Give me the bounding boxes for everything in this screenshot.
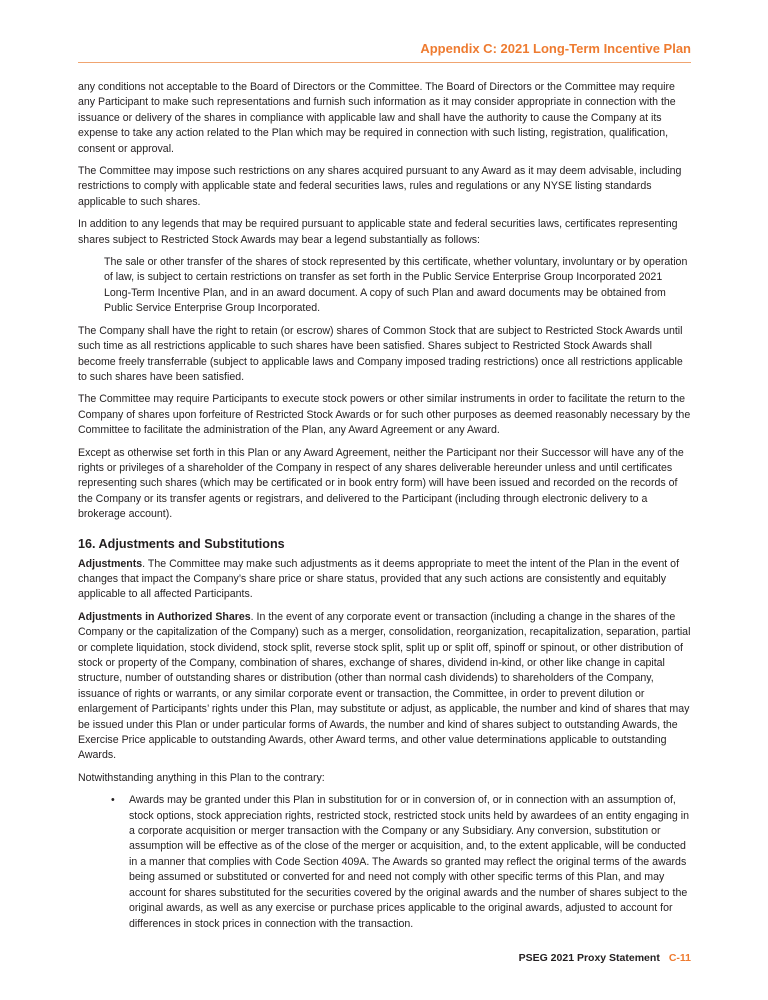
footer-publication: PSEG 2021 Proxy Statement [518,952,660,964]
paragraph-stock-powers: The Committee may require Participants to execute stock powers or other similar instruments in order to facilitate the return to the Company of shares upon forfeiture of Restricted Stock Awards or for such other purposes as deemed reasonably necessary by the Committee to facilitate the administration of the Plan, any Award Agreement or any Award. [78,393,691,437]
paragraph-authorized-shares [78,610,691,764]
adjustments-text: . The Committee may make such adjustments as it deems appropriate to meet the intent of the Plan in the event of changes that impact the Company’s share price or share status, provided that any such actions are consistently and equitably applicable to all affected Participants. [78,557,680,601]
list-item [78,793,691,932]
page-footer [519,951,691,965]
header-divider [78,62,691,63]
adjustments-label: Adjustments [78,557,143,570]
paragraph-adjustments [78,557,691,603]
bullet-icon: • [111,794,115,807]
paragraph-notwithstanding: Notwithstanding anything in this Plan to the contrary: [78,771,325,784]
authorized-shares-text: . In the event of any corporate event or transaction (including a change in the shares of the Company or the capitalization of the Company) such as a merger, consolidation, reorganization, recapitalization, separation, partial or complete liquidation, stock dividend, stock split, reverse stock split, split up or split off, spinoff or spinout, or other distribution of stock or property of the Company, combination of shares, exchange of shares, dividend in-kind, or other like change in capital structure, number of outstanding shares or distribution (other than normal cash dividends) to shareholders of the Company, issuance of rights or warrants, or any similar corporate event or transaction, the Committee, in order to prevent dilution or enlargement of Participants’ rights under this Plan, may substitute or adjust, as applicable, the number and kind of shares that may be issued under this Plan or under particular forms of Awards, the number and kind of shares subject to outstanding Awards, the Exercise Price applicable to outstanding Awards, other Award terms, and other value determinations applicable to outstanding Awards. [78,610,691,762]
page-number: C-11 [668,952,691,964]
paragraph-escrow: The Company shall have the right to retain (or escrow) shares of Common Stock that are subject to Restricted Stock Awards until such time as all restrictions applicable to such shares have been satisfied. Shares subject to Restricted Stock Awards shall become freely transferrable (subject to applicable laws and Company imposed trading restrictions) once all restrictions applicable to such shares have been satisfied. [78,324,683,383]
paragraph-legend-intro: In addition to any legends that may be required pursuant to applicable state and federal securities laws, certificates representing shares subject to Restricted Stock Awards may bear a legend substantially as follows: [78,218,678,246]
authorized-shares-label: Adjustments in Authorized Shares [78,610,251,623]
paragraph-listing-conditions: any conditions not acceptable to the Board of Directors or the Committee. The Board of Directors or the Committee may require any Participant to make such representations and furnish such information as it may consider appropriate in connection with the issuance or delivery of the shares in compliance with applicable law and shall have the authority to cause the Company at its expense to take any action related to the Plan which may be required in connection with such listing, registration, qualification, consent or approval. [78,81,676,155]
section-heading-adjustments: 16. Adjustments and Substitutions [78,536,285,551]
paragraph-shareholder-rights: Except as otherwise set forth in this Plan or any Award Agreement, neither the Participant nor their Successor will have any of the rights or privileges of a shareholder of the Company in respect of any shares deliverable hereunder unless and until certificates representing such shares (which may be certificated or in book entry form) will have been issued and recorded on the records of the Company or its transfer agents or registrars, and delivered to the Participant (including through electronic delivery to a brokerage account). [78,446,684,521]
legend-quote: The sale or other transfer of the shares of stock represented by this certificate, whether voluntary, involuntary or by operation of law, is subject to certain restrictions on transfer as set forth in the Public Service Enterprise Group Incorporated 2021 Long-Term Incentive Plan, and in an award document. A copy of such Plan and award documents may be obtained from Public Service Enterprise Group Incorporated. [104,256,688,315]
document-body [78,80,691,932]
paragraph-share-restrictions: The Committee may impose such restrictions on any shares acquired pursuant to any Award as it may deem advisable, including restrictions to comply with applicable state and federal securities laws, rules and regulations or any NYSE listing standards applicable to such shares. [78,165,682,208]
bullet-substitution-text: Awards may be granted under this Plan in substitution for or in conversion of, or in connection with an assumption of, stock options, stock appreciation rights, restricted stock, restricted stock units held by awardees of an entity engaging in a corporate acquisition or merger transaction with the Company or any Subsidiary. Any conversion, substitution or assumption will be effective as of the close of the merger or acquisition, and, to the extent applicable, will be conducted in a manner that complies with Code Section 409A. The Awards so granted may reflect the original terms of the awards being assumed or substituted or converted for and need not comply with other specific terms of this Plan, and may account for shares substituted for the securities covered by the original awards and the number of shares subject to the original awards, as well as any exercise or purchase prices applicable to the original awards, adjusted to account for differences in stock prices in connection with the transaction. [129,794,689,930]
page-header-title: Appendix C: 2021 Long-Term Incentive Plan [420,41,691,56]
